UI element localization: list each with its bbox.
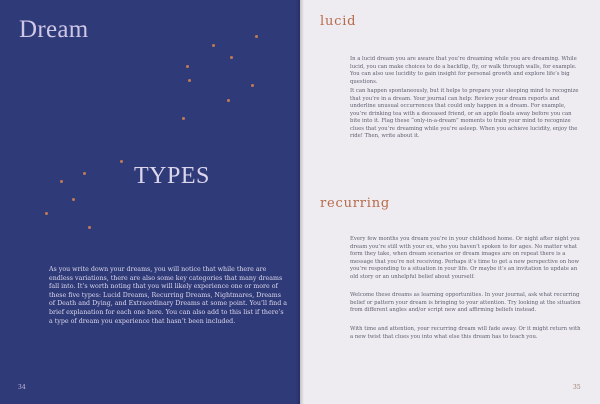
page-gutter (296, 0, 304, 404)
star-icon (186, 65, 189, 68)
section-heading-lucid: lucid (320, 14, 357, 29)
lucid-paragraph-2: It can happen spontaneously, but it helps to prepare your sleeping mind to recognize that you’re in a dream. Your journal can help: Review your dream reports and underline unusual occurrences that could only happen in a dream. For example, you’re drinking tea with a deceased friend, or an apple floats away before you can bite into it. Flag these “only-in-a-dream” moments to train your mind to recognize clues that you’re dreaming while you’re asleep. When you achieve lucidity, enjoy the ride! Then, write about it. (350, 88, 579, 140)
star-icon (230, 56, 233, 59)
section-heading-recurring: recurring (320, 196, 391, 211)
star-icon (227, 99, 230, 102)
star-icon (72, 198, 75, 201)
star-icon (60, 180, 63, 183)
intro-paragraph: As you write down your dreams, you will notice that while there are endless variations, there are also some key categories that many dreams fall into. It’s worth noting that you will likely experience one or more of these five types: Lucid Dreams, Recurring Dreams, Nightmares, Dreams of Death and Dying, and Extraordinary Dreams at some point. You’ll find a brief explanation for each one here. You can also add to this list if there’s a type of dream you experience that hasn’t been included. (49, 266, 288, 325)
page-number-right: 35 (573, 384, 581, 391)
star-icon (120, 160, 123, 163)
star-icon (255, 35, 258, 38)
page-number-left: 34 (18, 384, 26, 391)
star-icon (83, 172, 86, 175)
star-icon (251, 84, 254, 87)
star-icon (88, 226, 91, 229)
recurring-paragraph-3: With time and attention, your recurring dream will fade away. Or it might return with a new twist that clues you into what else this dream has to teach you. (350, 326, 581, 340)
recurring-paragraph-1: Every few months you dream you’re in your childhood home. Or night after night you dream you’re still with your ex, who you haven’t spoken to for ages. No matter what form they take, when dream scenarios or dream images are on repeat there is a message that you’re not receiving. Perhaps it’s time to get a new perspective on how you’re responding to a situation in your life. Or maybe it’s an invitation to update an old story or an unhelpful belief about yourself. (350, 236, 580, 280)
lucid-paragraph-1: In a lucid dream you are aware that you’re dreaming while you are dreaming. While lucid, you can make choices to do a backflip, fly, or walk through walls, for example. You can also use lucidity to gain insight for personal growth and explore life’s big questions. (350, 56, 577, 85)
star-icon (188, 79, 191, 82)
star-icon (45, 212, 48, 215)
recurring-paragraph-2: Welcome these dreams as learning opportunities. In your journal, ask what recurring belief or pattern your dream is bringing to your attention. Try looking at the situation from different angles and/or script new and affirming beliefs instead. (350, 292, 581, 314)
star-icon (212, 44, 215, 47)
page-title: Dream (19, 16, 89, 43)
star-icon (182, 117, 185, 120)
page-subtitle: TYPES (134, 163, 210, 189)
